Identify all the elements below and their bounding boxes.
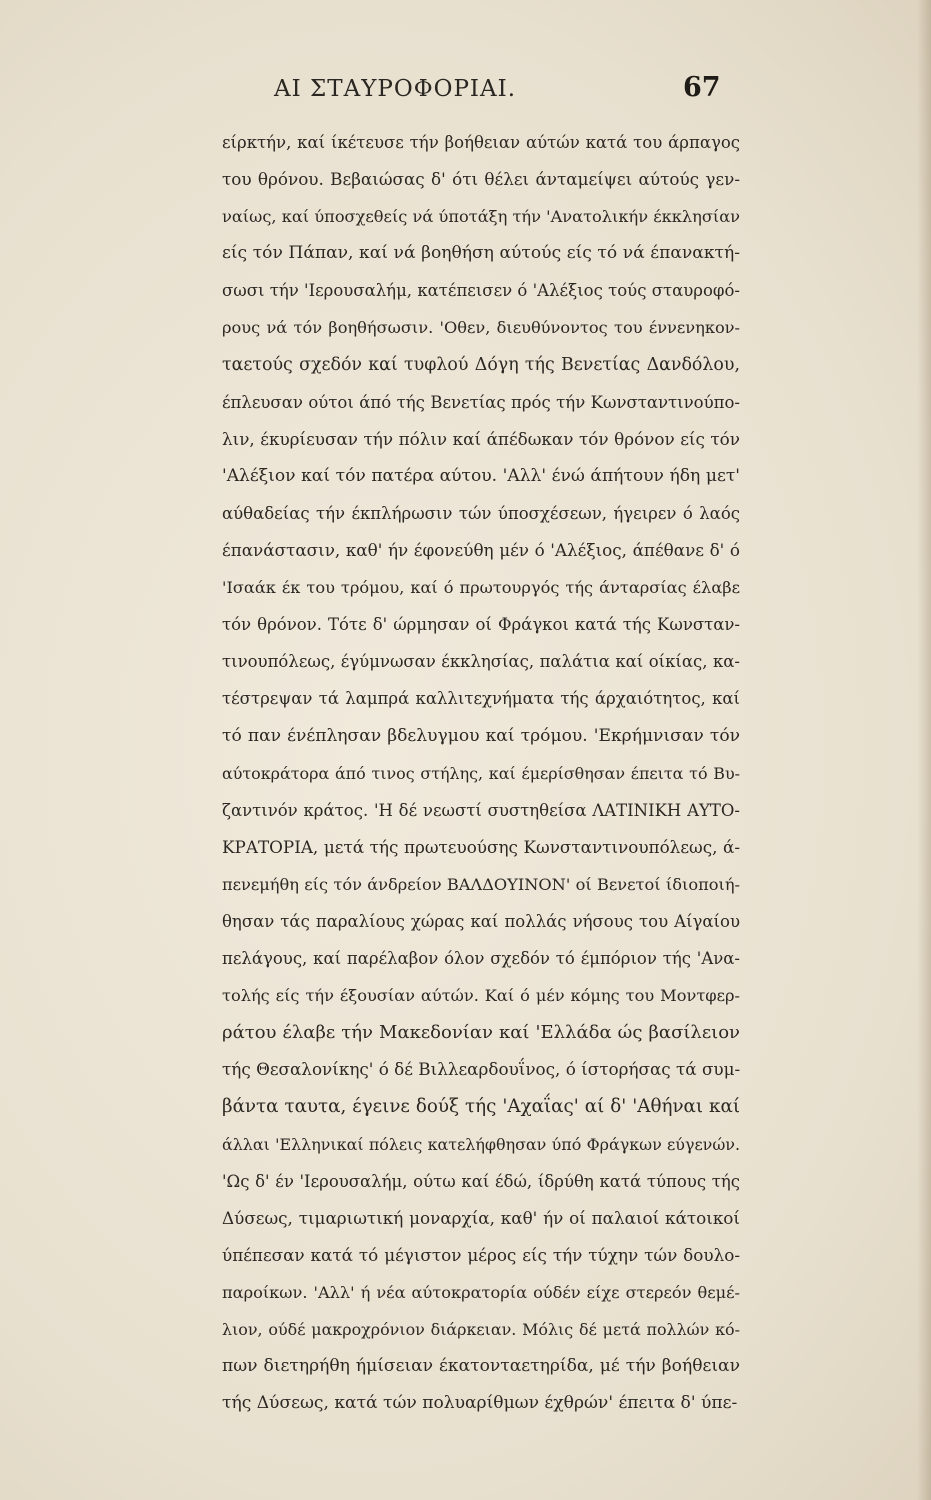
text-line: παροίκων. 'Αλλ' ή νέα αύτοκρατορία ούδέν είχε στερεόν θεμέ- xyxy=(222,1282,740,1302)
text-line: βάντα ταυτα, έγεινε δούξ τής 'Αχαΐας' αί δ' 'Αθήναι καί xyxy=(222,1096,740,1118)
text-line: ταετούς σχεδόν καί τυφλού Δόγη τής Βενετίας Δανδόλου, xyxy=(222,354,740,375)
text-line: έπανάστασιν, καθ' ήν έφονεύθη μέν ό 'Αλέξιος, άπέθανε δ' ό xyxy=(222,540,740,561)
body-text xyxy=(222,124,740,1422)
running-title: ΑΙ ΣΤΑΥΡΟΦΟΡΙΑΙ. xyxy=(274,76,517,102)
text-line: ΚΡΑΤΟΡΙΑ, μετά τής πρωτευούσης Κωνσταντινουπόλεως, ά- xyxy=(222,836,740,857)
text-line: ύπέπεσαν κατά τό μέγιστον μέρος είς τήν τύχην τών δουλο- xyxy=(222,1244,740,1265)
text-line: ναίως, καί ύποσχεθείς νά ύποτάξη τήν 'Ανατολικήν έκκλησίαν xyxy=(222,207,740,227)
text-line: τής Θεσαλονίκης' ό δέ Βιλλεαρδουΐνος, ό ίστορήσας τά συμ- xyxy=(222,1059,741,1080)
text-line: αύθαδείας τήν έκπλήρωσιν τών ύποσχέσεων, ήγειρεν ό λαός xyxy=(222,503,740,523)
text-line: τής Δύσεως, κατά τών πολυαρίθμων έχθρών' έπειτα δ' ύπε- xyxy=(222,1393,738,1414)
text-line: τόν θρόνον. Τότε δ' ώρμησαν οί Φράγκοι κατά τής Κωνσταν- xyxy=(222,615,740,635)
text-line: 'Αλέξιον καί τόν πατέρα αύτου. 'Αλλ' ένώ άπήτουν ήδη μετ' xyxy=(222,465,740,486)
text-line: τολής είς τήν έξουσίαν αύτών. Καί ό μέν κόμης του Μοντφερ- xyxy=(222,986,740,1006)
text-line: 'Ισαάκ έκ του τρόμου, καί ό πρωτουργός τής άνταρσίας έλαβε xyxy=(222,578,740,598)
text-line: τινουπόλεως, έγύμνωσαν έκκλησίας, παλάτια καί οίκίας, κα- xyxy=(222,652,740,672)
text-line: πων διετηρήθη ήμίσειαν έκατονταετηρίδα, μέ τήν βοήθειαν xyxy=(222,1356,740,1377)
page-number: 67 xyxy=(683,72,721,103)
text-line: ζαντινόν κράτος. 'Η δέ νεωστί συστηθείσα ΛΑΤΙΝΙΚΗ ΑΥΤΟ- xyxy=(222,800,740,820)
text-line: άλλαι 'Ελληνικαί πόλεις κατελήφθησαν ύπό Φράγκων εύγενών. xyxy=(222,1134,740,1154)
text-line: του θρόνου. Βεβαιώσας δ' ότι θέλει άνταμείψει αύτούς γεν- xyxy=(222,169,740,190)
text-line: έπλευσαν ούτοι άπό τής Βενετίας πρός τήν Κωνσταντινούπο- xyxy=(222,392,740,412)
text-line: σωσι τήν 'Ιερουσαλήμ, κατέπεισεν ό 'Αλέξιος τούς σταυροφό- xyxy=(222,281,740,301)
text-line: λιον, ούδέ μακροχρόνιον διάρκειαν. Μόλις δέ μετά πολλών κό- xyxy=(222,1320,740,1339)
text-line: αύτοκράτορα άπό τινος στήλης, καί έμερίσθησαν έπειτα τό Βυ- xyxy=(222,763,740,783)
text-line: πενεμήθη είς τόν άνδρείον ΒΑΛΔΟΥΙΝΟΝ' οί Βενετοί ίδιοποιή- xyxy=(222,874,740,894)
text-line: λιν, έκυρίευσαν τήν πόλιν καί άπέδωκαν τόν θρόνον είς τόν xyxy=(222,428,740,449)
page-header xyxy=(0,72,931,112)
text-line: θησαν τάς παραλίους χώρας καί πολλάς νήσους του Αίγαίου xyxy=(222,911,740,931)
text-line: ρους νά τόν βοηθήσωσιν. 'Οθεν, διευθύνοντος του έννενηκον- xyxy=(222,318,740,338)
text-line: ράτου έλαβε τήν Μακεδονίαν καί 'Ελλάδα ώς βασίλειον xyxy=(222,1022,740,1044)
text-line: Δύσεως, τιμαριωτική μοναρχία, καθ' ήν οί παλαιοί κάτοικοί xyxy=(222,1207,740,1228)
text-line: είς τόν Πάπαν, καί νά βοηθήση αύτούς είς τό νά έπανακτή- xyxy=(222,243,740,264)
text-line: 'Ως δ' έν 'Ιερουσαλήμ, ούτω καί έδώ, ίδρύθη κατά τύπους τής xyxy=(222,1171,740,1191)
text-line: πελάγους, καί παρέλαβον όλον σχεδόν τό έμπόριον τής 'Ανα- xyxy=(222,949,740,969)
page-gutter-shadow xyxy=(917,0,931,1500)
text-line: τό παν ένέπλησαν βδελυγμου καί τρόμου. 'Εκρήμνισαν τόν xyxy=(222,725,740,746)
text-line: είρκτήν, καί ίκέτευσε τήν βοήθειαν αύτών κατά του άρπαγος xyxy=(222,133,740,152)
text-line: τέστρεψαν τά λαμπρά καλλιτεχνήματα τής άρχαιότητος, καί xyxy=(222,689,740,709)
